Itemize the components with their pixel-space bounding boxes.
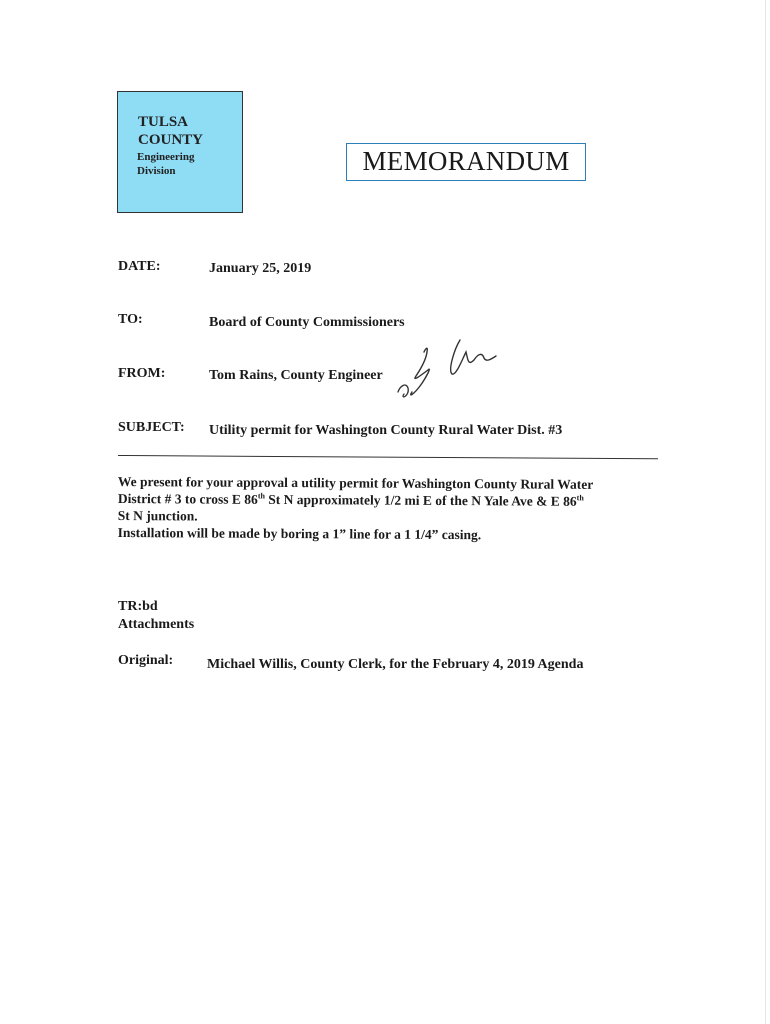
divider-line: [118, 455, 658, 459]
date-value: January 25, 2019: [209, 261, 312, 276]
memo-body: [118, 473, 678, 544]
logo-line-division: Division: [137, 165, 176, 177]
initials: TR:bd: [118, 599, 158, 614]
logo-line-engineering: Engineering: [137, 151, 195, 163]
from-value: Tom Rains, County Engineer: [209, 368, 383, 383]
body-line-2-sup-2: th: [576, 493, 584, 503]
memo-title: MEMORANDUM: [346, 143, 586, 181]
original-label: Original:: [118, 653, 174, 668]
body-line-2: [118, 490, 678, 510]
body-line-4: Installation will be made by boring a 1” line for a 1 1/4” casing.: [117, 524, 482, 543]
logo-line-tulsa: TULSA: [138, 114, 189, 130]
body-line-2-sup-1: th: [257, 491, 265, 501]
original-value: Michael Willis, County Clerk, for the February 4, 2019 Agenda: [207, 657, 584, 672]
body-line-2-part-2: St N approximately 1/2 mi E of the N Yale Ave & E 86: [264, 491, 577, 509]
from-label: FROM:: [118, 366, 166, 381]
subject-value: Utility permit for Washington County Rural Water Dist. #3: [209, 423, 563, 438]
subject-label: SUBJECT:: [118, 420, 185, 435]
date-label: DATE:: [118, 259, 161, 274]
to-value: Board of County Commissioners: [209, 315, 405, 330]
page-edge: [765, 0, 766, 1024]
county-logo-box: [117, 91, 243, 213]
to-label: TO:: [118, 312, 143, 327]
attachments-label: Attachments: [118, 617, 195, 632]
body-line-3: St N junction.: [117, 507, 198, 524]
logo-line-county: COUNTY: [138, 132, 204, 148]
body-line-2-part-1: District # 3 to cross E 86: [117, 490, 258, 507]
body-line-1: We present for your approval a utility permit for Washington County Rural Water: [117, 473, 594, 492]
signature-image: [390, 330, 510, 410]
